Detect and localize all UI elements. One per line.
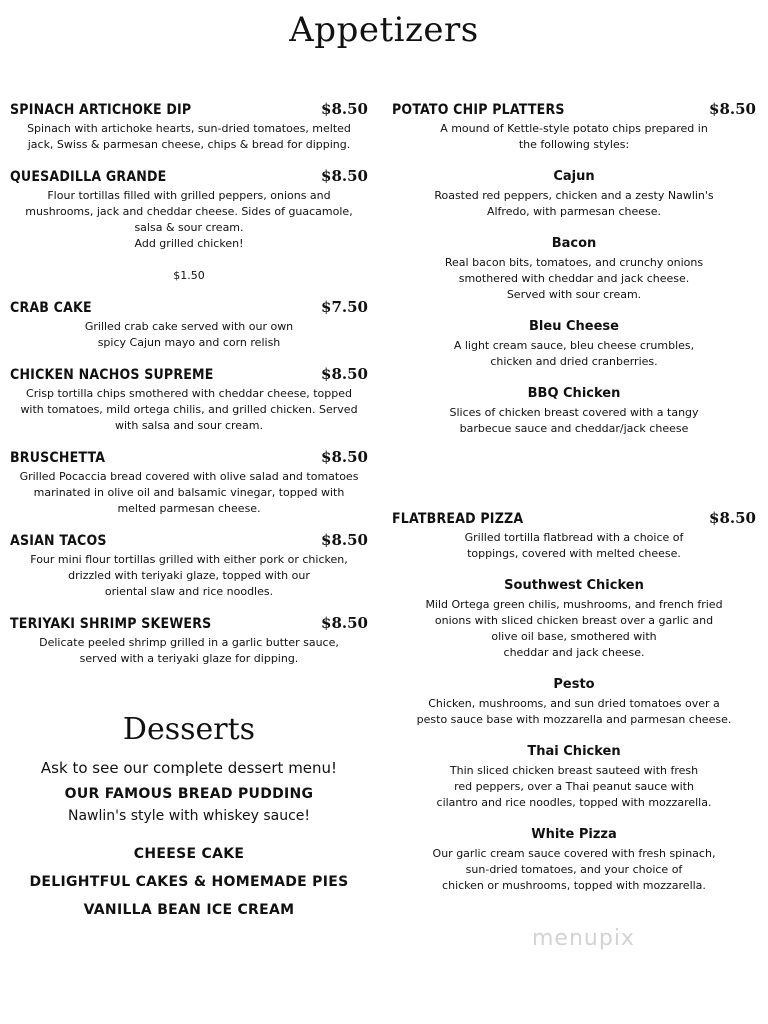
item-name: BRUSCHETTA (10, 450, 106, 466)
item-header (10, 448, 368, 466)
desserts-section (10, 712, 368, 921)
style-option (392, 386, 756, 437)
item-description (10, 121, 368, 153)
item-price: $8.50 (321, 448, 368, 466)
style-option (392, 677, 756, 728)
description-line: Crisp tortilla chips smothered with cheddar cheese, topped (26, 387, 352, 400)
style-option (392, 236, 756, 303)
description-line: Grilled crab cake served with our own (84, 320, 294, 333)
item-description (10, 386, 368, 434)
item-price: $8.50 (321, 614, 368, 632)
description-line: Grilled Pocaccia bread covered with olive salad and tomatoes (19, 470, 359, 483)
item-name: FLATBREAD PIZZA (392, 511, 524, 527)
menu-item (10, 298, 368, 351)
item-price: $8.50 (321, 100, 368, 118)
item-header (10, 531, 368, 549)
spacer (392, 451, 756, 509)
description-line: Grilled tortilla flatbread with a choice of (464, 531, 684, 544)
description-line: cilantro and rice noodles, topped with mozzarella. (436, 796, 712, 809)
item-name: TERIYAKI SHRIMP SKEWERS (10, 616, 212, 632)
menu-item-potato-chip-platters (392, 100, 756, 437)
item-name: POTATO CHIP PLATTERS (392, 102, 565, 118)
style-title: Thai Chicken (527, 744, 621, 759)
style-description (392, 763, 756, 811)
description-line: chicken or mushrooms, topped with mozzarella. (442, 879, 706, 892)
description-line: barbecue sauce and cheddar/jack cheese (459, 422, 689, 435)
right-column (392, 100, 756, 908)
item-description (392, 121, 756, 153)
style-description (392, 405, 756, 437)
addon-line (14, 236, 364, 284)
description-line: mushrooms, jack and cheddar cheese. Sides of guacamole, (25, 205, 353, 218)
description-line: A light cream sauce, bleu cheese crumbles, (453, 339, 695, 352)
item-description (10, 552, 368, 600)
item-name: QUESADILLA GRANDE (10, 169, 167, 185)
item-header (10, 365, 368, 383)
description-line: sun-dried tomatoes, and your choice of (465, 863, 683, 876)
description-line: the following styles: (518, 138, 630, 151)
item-price: $8.50 (709, 509, 756, 527)
item-price: $7.50 (321, 298, 368, 316)
description-line: Slices of chicken breast covered with a tangy (449, 406, 699, 419)
description-line: red peppers, over a Thai peanut sauce with (454, 780, 694, 793)
dessert-item: VANILLA BEAN ICE CREAM (83, 902, 295, 918)
item-description (10, 635, 368, 667)
style-title: Bacon (551, 236, 597, 251)
description-line: Four mini flour tortillas grilled with either pork or chicken, (30, 553, 348, 566)
item-price: $8.50 (321, 531, 368, 549)
item-price: $8.50 (321, 167, 368, 185)
dessert-item-bread-pudding: OUR FAMOUS BREAD PUDDING (64, 786, 314, 802)
description-line: smothered with cheddar and jack cheese. (458, 272, 690, 285)
menupix-watermark: menupix (532, 926, 635, 951)
description-line: served with a teriyaki glaze for dipping. (79, 652, 299, 665)
item-header (10, 100, 368, 118)
item-description (392, 530, 756, 562)
menu-item (10, 614, 368, 667)
left-column (10, 100, 368, 681)
menu-item (10, 448, 368, 517)
menu-item (10, 167, 368, 284)
style-title: BBQ Chicken (527, 386, 621, 401)
style-title: Southwest Chicken (504, 578, 644, 593)
menu-item (10, 100, 368, 153)
description-line: Spinach with artichoke hearts, sun-dried tomatoes, melted (27, 122, 351, 135)
item-header (10, 167, 368, 185)
description-line: salsa & sour cream. (134, 221, 244, 234)
item-name: CHICKEN NACHOS SUPREME (10, 367, 214, 383)
menu-item-flatbread-pizza (392, 509, 756, 894)
style-option (392, 578, 756, 661)
description-line: pesto sauce base with mozzarella and parmesan cheese. (416, 713, 732, 726)
item-header (10, 614, 368, 632)
style-description (392, 188, 756, 220)
description-line: Alfredo, with parmesan cheese. (486, 205, 662, 218)
appetizers-title: Appetizers (289, 10, 479, 50)
desserts-title: Desserts (122, 712, 256, 747)
style-description (392, 696, 756, 728)
description-line: with tomatoes, mild ortega chilis, and grilled chicken. Served (20, 403, 358, 416)
description-line: drizzled with teriyaki glaze, topped with our (68, 569, 310, 582)
style-description (392, 846, 756, 894)
style-option (392, 744, 756, 811)
style-title: Bleu Cheese (529, 319, 619, 334)
description-line: oriental slaw and rice noodles. (104, 585, 274, 598)
description-line: jack, Swiss & parmesan cheese, chips & bread for dipping. (27, 138, 351, 151)
description-line: Flour tortillas filled with grilled peppers, onions and (47, 189, 331, 202)
item-header (392, 509, 756, 527)
description-line: toppings, covered with melted cheese. (467, 547, 681, 560)
style-title: White Pizza (531, 827, 617, 842)
description-line: Roasted red peppers, chicken and a zesty Nawlin's (434, 189, 714, 202)
style-option (392, 169, 756, 220)
style-option (392, 319, 756, 370)
description-line: Our garlic cream sauce covered with fresh spinach, (432, 847, 716, 860)
description-line: spicy Cajun mayo and corn relish (97, 336, 281, 349)
style-description (392, 255, 756, 303)
description-line: A mound of Kettle-style potato chips prepared in (440, 122, 708, 135)
style-option (392, 827, 756, 894)
style-title: Pesto (553, 677, 595, 692)
dessert-item: CHEESE CAKE (133, 846, 245, 862)
item-name: ASIAN TACOS (10, 533, 107, 549)
description-line: olive oil base, smothered with (491, 630, 657, 643)
item-header (10, 298, 368, 316)
spacer (10, 827, 368, 843)
description-line: cheddar and jack cheese. (503, 646, 645, 659)
style-description (392, 338, 756, 370)
item-description (10, 469, 368, 517)
dessert-item: DELIGHTFUL CAKES & HOMEMADE PIES (29, 874, 349, 890)
description-line: Real bacon bits, tomatoes, and crunchy onions (444, 256, 704, 269)
description-line: marinated in olive oil and balsamic vinegar, topped with (33, 486, 345, 499)
menu-item (10, 365, 368, 434)
item-price: $8.50 (321, 365, 368, 383)
desserts-intro: Ask to see our complete dessert menu! (40, 759, 338, 777)
item-price: $8.50 (709, 100, 756, 118)
menu-item (10, 531, 368, 600)
description-line: melted parmesan cheese. (117, 502, 261, 515)
description-line: Delicate peeled shrimp grilled in a garlic butter sauce, (39, 636, 339, 649)
description-line: Chicken, mushrooms, and sun dried tomatoes over a (428, 697, 720, 710)
description-line: Served with sour cream. (506, 288, 642, 301)
item-name: SPINACH ARTICHOKE DIP (10, 102, 192, 118)
description-line: chicken and dried cranberries. (490, 355, 658, 368)
description-line: onions with sliced chicken breast over a garlic and (434, 614, 714, 627)
item-description (10, 188, 368, 284)
item-header (392, 100, 756, 118)
addon-price: $1.50 (173, 269, 205, 282)
description-line: Thin sliced chicken breast sauteed with fresh (449, 764, 699, 777)
addon-text: Add grilled chicken! (134, 237, 244, 250)
description-line: Mild Ortega green chilis, mushrooms, and french fried (425, 598, 723, 611)
item-description (10, 319, 368, 351)
description-line: with salsa and sour cream. (114, 419, 264, 432)
style-description (392, 597, 756, 661)
style-title: Cajun (553, 169, 595, 184)
item-name: CRAB CAKE (10, 300, 92, 316)
dessert-item-description: Nawlin's style with whiskey sauce! (67, 808, 311, 824)
